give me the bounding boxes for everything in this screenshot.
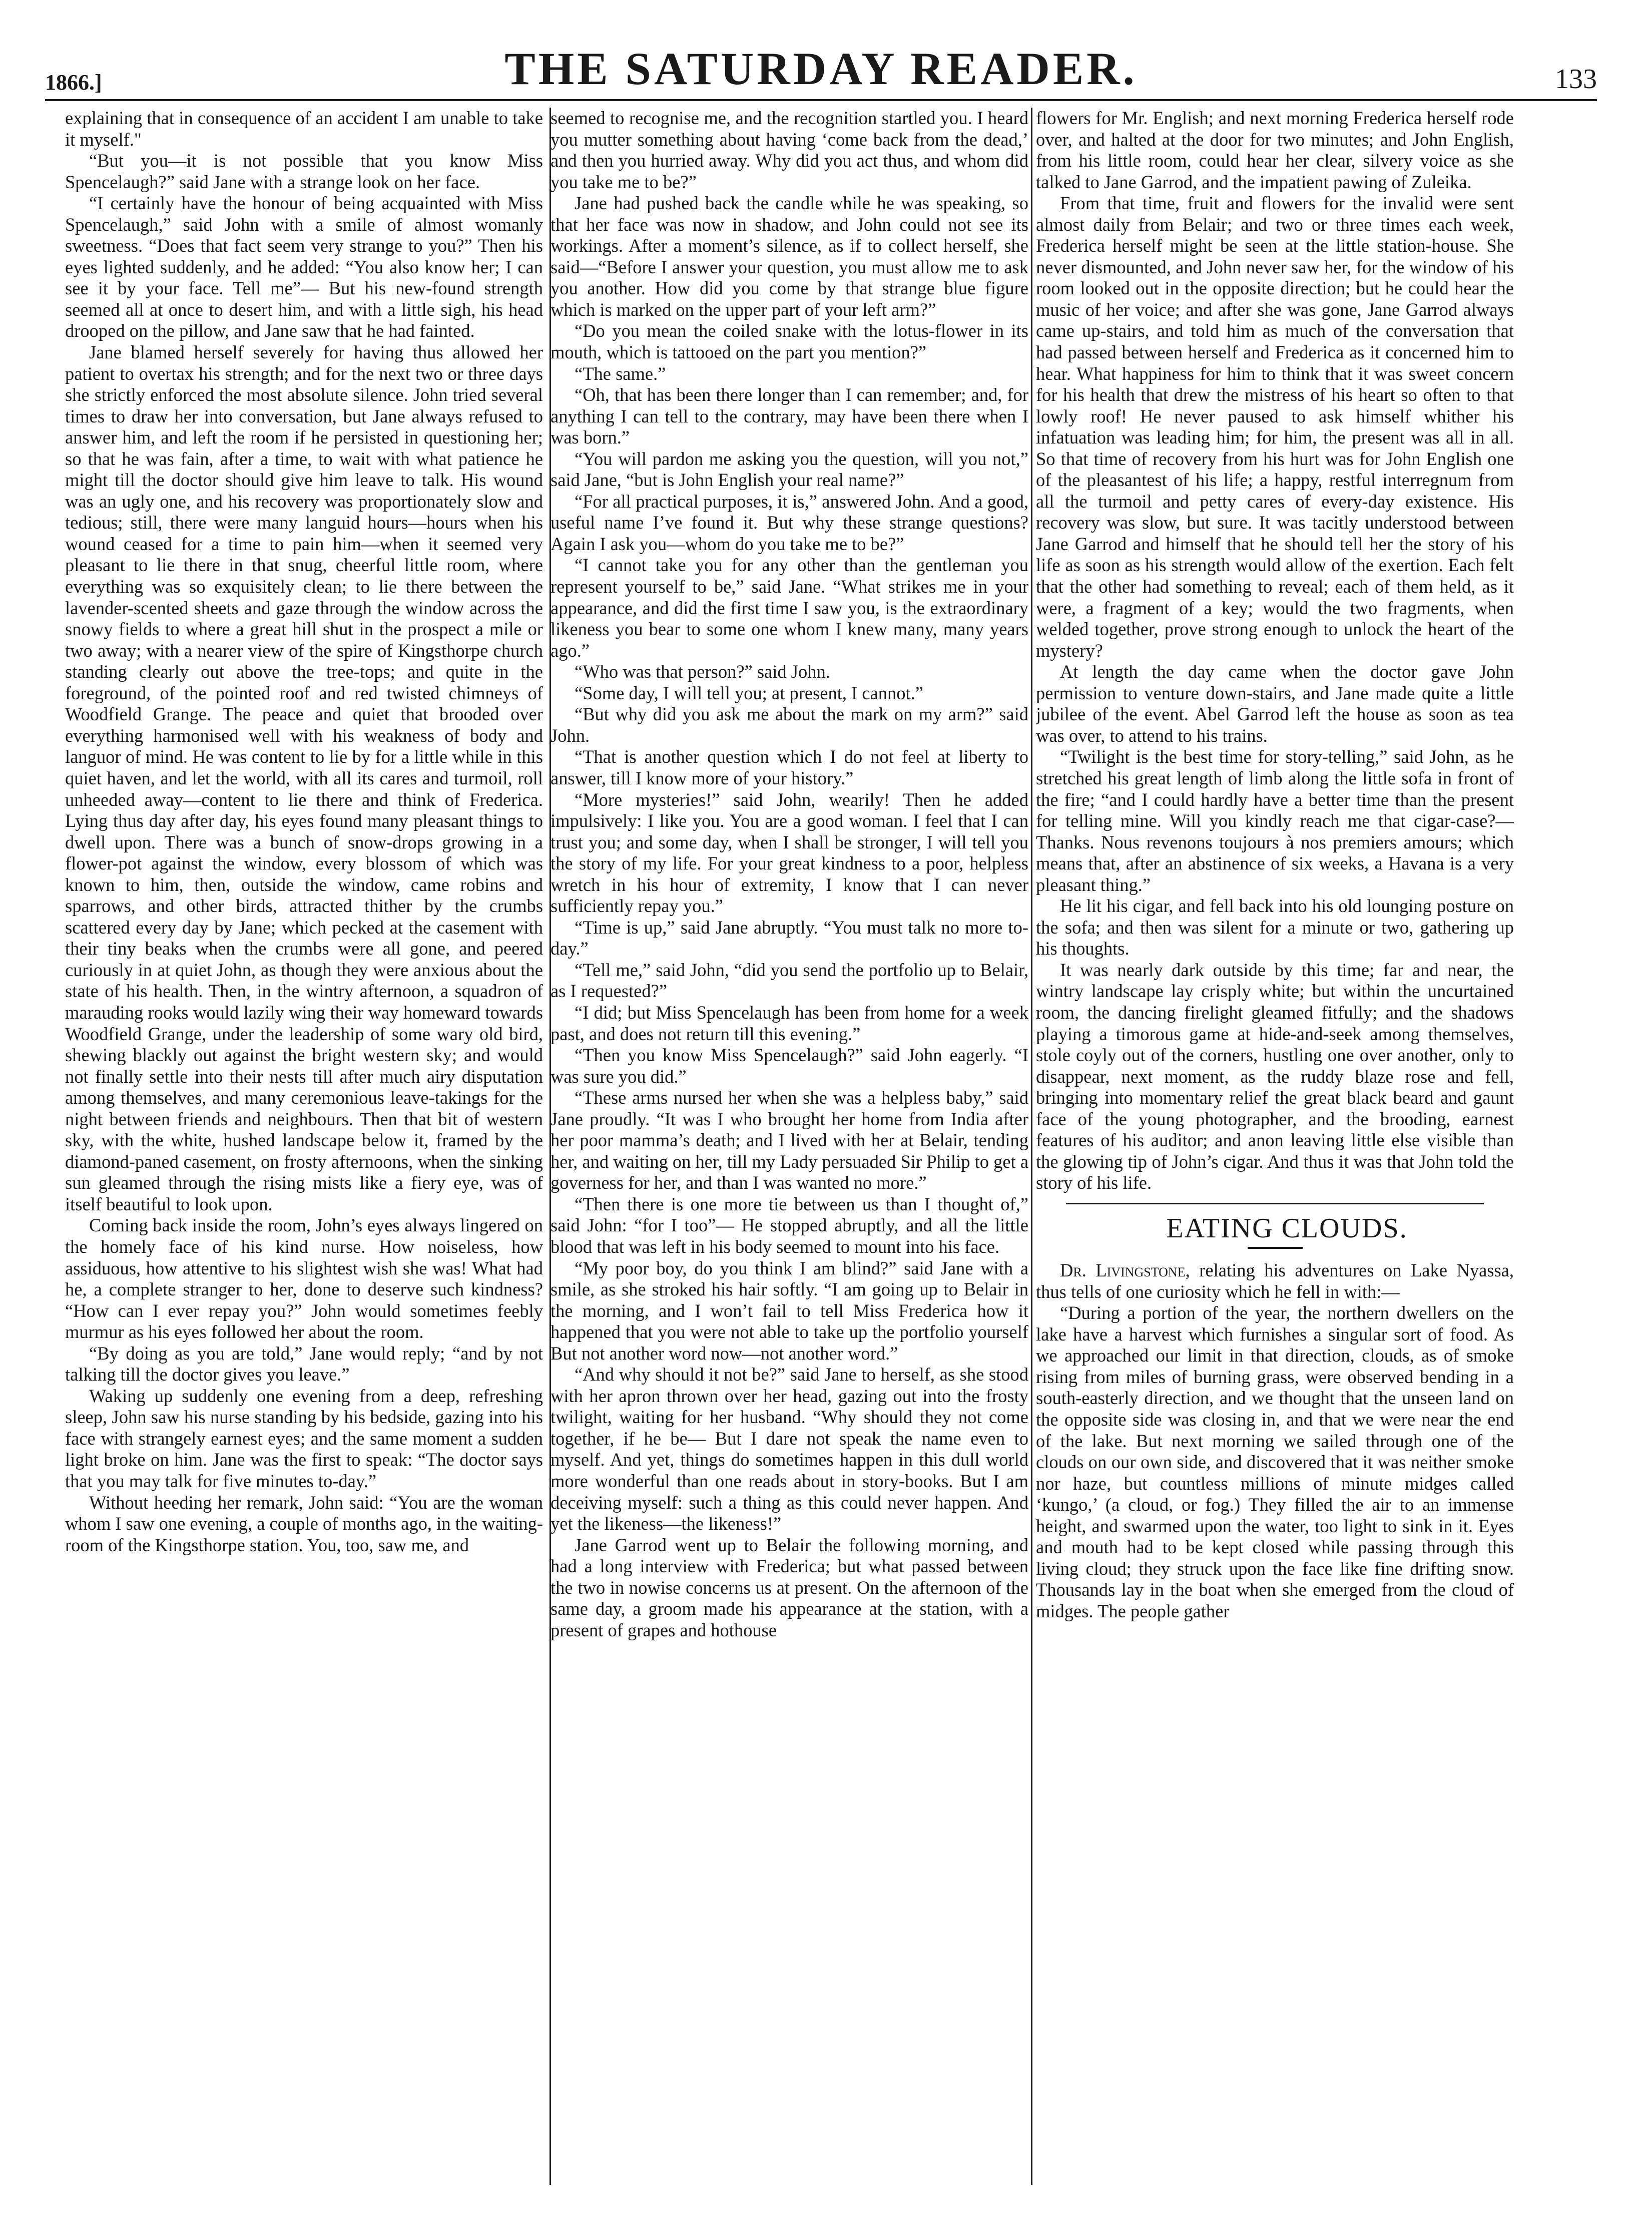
page-header <box>45 20 1597 95</box>
paragraph: Coming back inside the room, John’s eyes always lingered on the homely face of his kind nurse. How noiseless, how assiduous, how attentive to his slightest wish she was! What had he, a complete stranger to her, done to deserve such kindness? “How can I ever repay you?” John would sometimes feebly murmur as his eyes followed her about the room. <box>65 1215 543 1343</box>
paragraph: “Who was that person?” said John. <box>575 661 830 682</box>
section-paragraph <box>1036 1260 1514 1302</box>
paragraph: “Do you mean the coiled snake with the lotus-flower in its mouth, which is tattooed on the part you mention?” <box>550 320 1028 363</box>
paragraph: seemed to recognise me, and the recognition startled you. I heard you mutter something about having ‘come back from the dead,’ and then you hurried away. Why did you act thus, and whom did you take me to be?” <box>550 108 1028 192</box>
paragraph: “Tell me,” said John, “did you send the portfolio up to Belair, as I requested?” <box>550 959 1028 1002</box>
column-3 <box>1036 108 1514 2185</box>
paragraph: “I certainly have the honour of being acquainted with Miss Spencelaugh,” said John with a smile of almost womanly sweetness. “Does that fact seem very strange to you?” Then his eyes lighted suddenly, and he added: “You also know her; I can see it by your face. Tell me”— But his new-found strength seemed all at once to desert him, and with a little sigh, his head drooped on the pillow, and Jane saw that he had fainted. <box>65 193 543 341</box>
paragraph: “Twilight is the best time for story-telling,” said John, as he stretched his great length of limb along the little sofa in front of the fire; “and I could hardly have a better time than the present for telling mine. Will you kindly reach me that cigar-case?—Thanks. Nous revenons toujours à nos premiers amours; which means that, after an abstinence of six weeks, a Havana is a very pleasant thing.” <box>1036 746 1514 895</box>
header-rule <box>45 99 1597 101</box>
column-divider <box>1031 108 1032 2185</box>
paragraph: Jane Garrod went up to Belair the following morning, and had a long interview with Frederica; but what passed between the two in nowise concerns us at present. On the afternoon of the same day, a groom made his appearance at the station, with a present of grapes and hothouse <box>550 1534 1028 1640</box>
paragraph: “For all practical purposes, it is,” answered John. And a good, useful name I’ve found it. But why these strange questions? Again I ask you—whom do you take me to be?” <box>550 491 1028 554</box>
paragraph: “Then there is one more tie between us than I thought of,” said John: “for I too”— He stopped abruptly, and all the little blood that was left in his body seemed to mount into his face. <box>550 1193 1028 1257</box>
paragraph: “More mysteries!” said John, wearily! Then he added impulsively: I like you. You are a good woman. I feel that I can trust you; and some day, when I shall be stronger, I will tell you the story of my life. For your great kindness to a poor, helpless wretch in his hour of extremity, I know that I can never sufficiently repay you.” <box>550 789 1028 917</box>
paragraph: “But why did you ask me about the mark on my arm?” said John. <box>550 704 1028 746</box>
paragraph: “Oh, that has been there longer than I can remember; and, for anything I can tell to the contrary, may have been there when I was born.” <box>550 384 1028 448</box>
paragraph: explaining that in consequence of an accident I am unable to take it myself." <box>65 108 543 150</box>
paragraph: “The same.” <box>575 363 666 384</box>
paragraph: “Then you know Miss Spencelaugh?” said John eagerly. “I was sure you did.” <box>550 1045 1028 1087</box>
section-paragraph: “During a portion of the year, the northern dwellers on the lake have a harvest which furnishes a singular sort of food. As we approached our limit in that direction, clouds, as of smoke rising from miles of burning grass, were observed bending in a south-easterly direction, and we thought that the unseen land on the opposite side was closing in, and that we were near the end of the lake. But next morning we sailed through one of the clouds on our own side, and discovered that it was neither smoke nor haze, but countless millions of minute midges called ‘kungo,’ (a cloud, or fog.) They filled the air to an immense height, and swarmed upon the water, too light to sink in it. Eyes and mouth had to be kept closed while passing through this living cloud; they struck upon the face like fine drifting snow. Thousands lay in the boat when she emerged from the cloud of midges. The people gather <box>1036 1302 1514 1621</box>
paragraph: “By doing as you are told,” Jane would reply; “and by not talking till the doctor gives you leave.” <box>65 1343 543 1385</box>
page-number: 133 <box>1555 64 1597 95</box>
paragraph: “And why should it not be?” said Jane to herself, as she stood with her apron thrown over her head, gazing out into the frosty twilight, waiting for her husband. “Why should they not come together, if he be— But I dare not speak the name even to myself. And yet, things do sometimes happen in this dull world more wonderful than one reads about in story-books. But I am deceiving myself: such a thing as this could never happen. And yet the likeness—the likeness!” <box>550 1364 1028 1534</box>
column-1 <box>65 108 543 2185</box>
paragraph: “Some day, I will tell you; at present, I cannot.” <box>575 682 924 703</box>
paragraph: It was nearly dark outside by this time; far and near, the wintry landscape lay crisply white; but within the uncurtained room, the dancing firelight gleamed fitfully; and the shadows playing a timorous game at hide-and-seek among themselves, stole coyly out of the corners, hustling one over another, only to disappear, next moment, as the ruddy blaze rose and fell, bringing into momentary relief the great black beard and gaunt face of the young photographer, and the brooding, earnest features of his auditor; and anon leaving little else visible than the glowing tip of John’s cigar. And thus it was that John told the story of his life. <box>1036 959 1514 1193</box>
column-2 <box>550 108 1028 2185</box>
paragraph: Jane blamed herself severely for having thus allowed her patient to overtax his strength; and for the next two or three days she strictly enforced the most absolute silence. John tried several times to draw her into conversation, but Jane always refused to answer him, and left the room if he persisted in questioning her; so that he was fain, after a time, to wait with what patience he might till the doctor should give him leave to talk. His wound was an ugly one, and his recovery was proportionately slow and tedious; still, there were many languid hours—hours when his wound ceased for a time to pain him—when it seemed very pleasant to lie there in that snug, cheerful little room, where everything was so exquisitely clean; to lie there between the lavender-scented sheets and gaze through the window across the snowy fields to where a great hill shut in the prospect a mile or two away; with a nearer view of the spire of Kingsthorpe church standing clearly out above the tree-tops; and quite in the foreground, of the pointed roof and red twisted chimneys of Woodfield Grange. The peace and quiet that brooded over everything harmonised well with his weakness of body and languor of mind. He was content to lie by for a little while in this quiet haven, and let the world, with all its cares and turmoil, roll unheeded away—content to lie there and think of Frederica. Lying thus day after day, his eyes found many pleasant things to dwell upon. There was a bunch of snow-drops growing in a flower-pot against the window, every blossom of which was known to him, then, outside the window, came robins and sparrows, and other birds, attracted thither by the crumbs scattered every day by Jane; which pecked at the casement with their tiny beaks when the crumbs were all gone, and peered curiously in at quiet John, as though they were anxious about the state of his health. Then, in the wintry afternoon, a squadron of marauding rooks would lazily wing their way homeward towards Woodfield Grange, under the leadership of some wary old bird, shewing blackly out against the bright western sky; and would not finally settle into their nests till after much airy disputation among themselves, and many ceremonious leave-takings for the night between friends and neighbours. Then that bit of western sky, with the white, hushed landscape below it, framed by the diamond-paned casement, on frosty afternoons, when the sinking sun gleamed through the rising mists like a fiery eye, was of itself beautiful to look upon. <box>65 342 543 1214</box>
paragraph: “But you—it is not possible that you know Miss Spencelaugh?” said Jane with a strange look on her face. <box>65 150 543 192</box>
paragraph: At length the day came when the doctor gave John permission to venture down-stairs, and Jane made quite a little jubilee of the event. Abel Garrod left the house as soon as tea was over, to attend to his trains. <box>1036 661 1514 746</box>
paragraph: He lit his cigar, and fell back into his old lounging posture on the sofa; and then was silent for a minute or two, gathering up his thoughts. <box>1036 896 1514 959</box>
paragraph: “I did; but Miss Spencelaugh has been from home for a week past, and does not return till this evening.” <box>550 1002 1028 1044</box>
paragraph: Waking up suddenly one evening from a deep, refreshing sleep, John saw his nurse standing by his bedside, gazing into his face with strangely earnest eyes; and the same moment a sudden light broke on him. Jane was the first to speak: “The doctor says that you may talk for five minutes to-day.” <box>65 1385 543 1491</box>
paragraph: “My poor boy, do you think I am blind?” said Jane with a smile, as she stroked his hair softly. “I am going up to Belair in the morning, and I won’t fail to tell Miss Frederica how it happened that you were not able to take up the portfolio yourself But not another word now—not another word.” <box>550 1257 1028 1364</box>
paragraph: From that time, fruit and flowers for the invalid were sent almost daily from Belair; and two or three times each week, Frederica herself might be seen at the little station-house. She never dismounted, and John never saw her, for the window of his room looked out in the opposite direction; but he could hear the music of her voice; and after she was gone, Jane Garrod always came up-stairs, and told him as much of the conversation that had passed between herself and Frederica as it concerned him to hear. What happiness for him to think that it was sweet concern for his health that drew the mistress of his heart so often to that lowly roof! He never paused to ask himself whither his infatuation was leading him; for him, the present was all in all. So that time of recovery from his hurt was for John English one of the pleasantest of his life; a happy, restful interregnum from all the turmoil and petty cares of every-day existence. His recovery was slow, but sure. It was tacitly understood between Jane Garrod and himself that he should tell her the story of his life as soon as his strength would allow of the exertion. Each felt that the other had something to reveal; each of them held, as it were, a fragment of a key; would the two fragments, when welded together, prove strong enough to unlock the heart of the mystery? <box>1036 193 1514 661</box>
paragraph: “You will pardon me asking you the question, will you not,” said Jane, “but is John English your real name?” <box>550 448 1028 491</box>
masthead-title: THE SATURDAY READER. <box>504 43 1138 94</box>
paragraph: “That is another question which I do not feel at liberty to answer, till I know more of your history.” <box>550 746 1028 788</box>
paragraph: Jane had pushed back the candle while he was speaking, so that her face was now in shadow, and John could not see its workings. After a moment’s silence, as if to collect herself, she said—“Before I answer your question, you must allow me to ask you another. How did you come by that strange blue figure which is marked on the upper part of your left arm?” <box>550 193 1028 320</box>
paragraph: Without heeding her remark, John said: “You are the woman whom I saw one evening, a couple of months ago, in the waiting-room of the Kingsthorpe station. You, too, saw me, and <box>65 1492 543 1555</box>
title-underline <box>1248 1247 1303 1249</box>
paragraph: flowers for Mr. English; and next morning Frederica herself rode over, and halted at the door for two minutes; and John English, from his little room, could hear her clear, silvery voice as she talked to Jane Garrod, and the impatient pawing of Zuleika. <box>1036 108 1514 192</box>
section-title: EATING CLOUDS. <box>1166 1212 1408 1244</box>
section-divider <box>1066 1203 1484 1204</box>
section-intro: relating his adventures on Lake Nyassa, thus tells of one curiosity which he fell in with:— <box>1036 1260 1514 1302</box>
header-year: 1866.] <box>45 70 102 95</box>
paragraph: “Time is up,” said Jane abruptly. “You must talk no more to-day.” <box>550 917 1028 959</box>
paragraph: “I cannot take you for any other than the gentleman you represent yourself to be,” said Jane. “What strikes me in your appearance, and did the first time I saw you, is the extraordinary likeness you bear to some one whom I knew many, many years ago.” <box>550 555 1028 661</box>
section-author: Dr. Livingstone, <box>1060 1260 1190 1281</box>
paragraph: “These arms nursed her when she was a helpless baby,” said Jane proudly. “It was I who brought her home from India after her poor mamma’s death; and I lived with her at Belair, tending her, and waiting on her, till my Lady persuaded Sir Philip to get a governess for her, and than I was wanted no more.” <box>550 1087 1028 1193</box>
